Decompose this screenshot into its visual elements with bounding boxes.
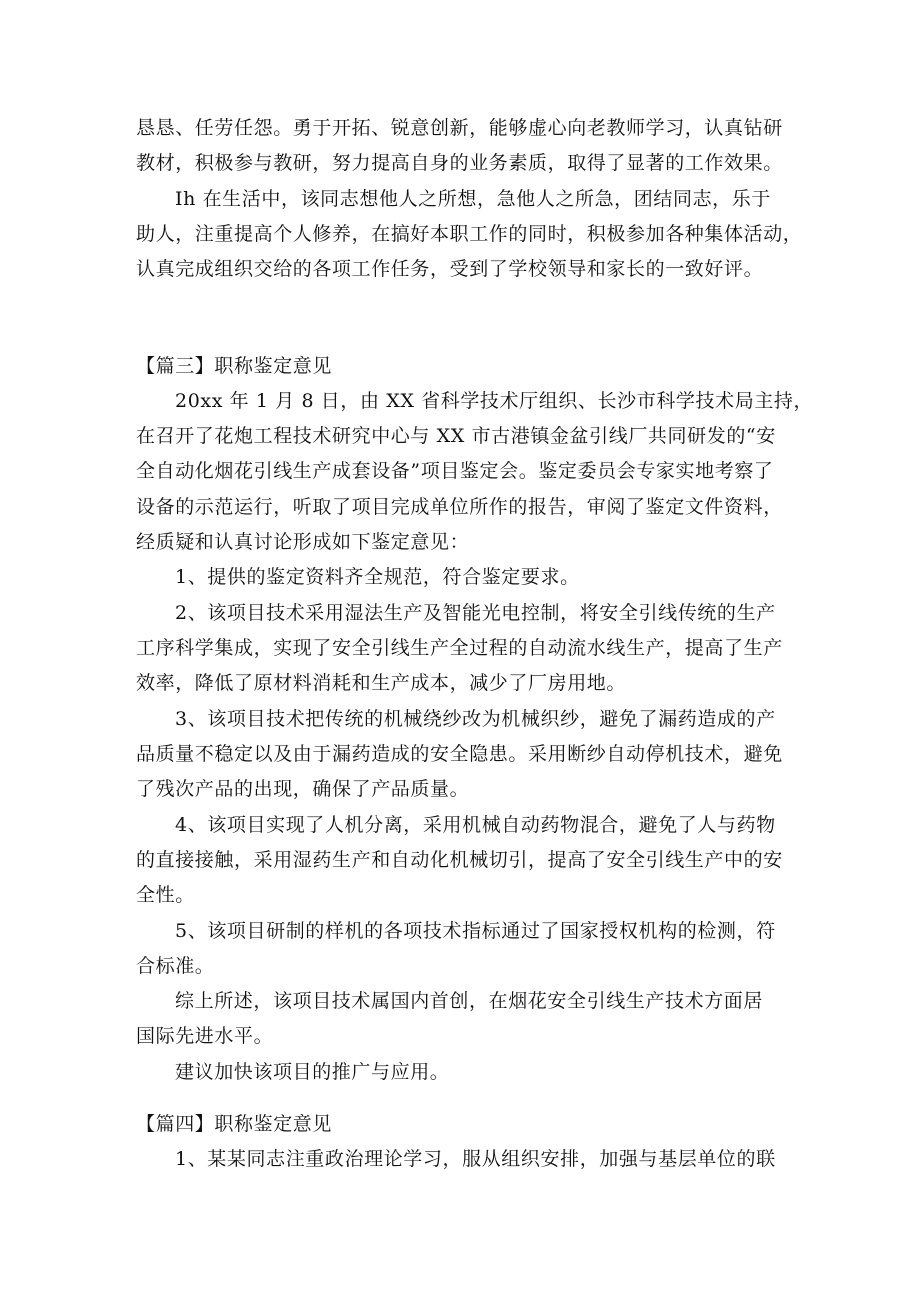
text-line: 在召开了花炮工程技术研究中心与 XX 市古港镇金盆引线厂共同研发的“安 (136, 425, 776, 447)
text-line: 设备的示范运行，听取了项目完成单位所作的报告，审阅了鉴定文件资料， (136, 496, 783, 518)
text-line: 2、该项目技术采用湿法生产及智能光电控制，将安全引线传统的生产 (175, 602, 776, 624)
text-line: 20xx 年 1 月 8 日，由 XX 省科学技术厅组织、长沙市科学技术局主持， (175, 390, 814, 412)
text-line: 了残次产品的出现，确保了产品质量。 (136, 778, 470, 800)
text-line: 品质量不稳定以及由于漏药造成的安全隐患。采用断纱自动停机技术，避免 (136, 743, 783, 765)
section-heading: 【篇四】职称鉴定意见 (136, 1113, 333, 1135)
text-line: 5、该项目研制的样机的各项技术指标通过了国家授权机构的检测，符 (175, 920, 776, 942)
text-line: 全性。 (136, 884, 195, 906)
section-heading: 【篇三】职称鉴定意见 (136, 355, 333, 377)
text-line: 认真完成组织交给的各项工作任务，受到了学校领导和家长的一致好评。 (136, 258, 764, 280)
text-line: 教材，积极参与教研，努力提高自身的业务素质，取得了显著的工作效果。 (136, 152, 783, 174)
text-line: 1、某某同志注重政治理论学习，服从组织安排，加强与基层单位的联 (175, 1148, 776, 1170)
text-line: 的直接接触，采用湿药生产和自动化机械切引，提高了安全引线生产中的安 (136, 849, 783, 871)
text-line: 助人，注重提高个人修养，在搞好本职工作的同时，积极参加各种集体活动， (136, 223, 803, 245)
text-line: Ih 在生活中，该同志想他人之所想，急他人之所急，团结同志，乐于 (175, 188, 771, 210)
text-line: 全自动化烟花引线生产成套设备”项目鉴定会。鉴定委员会专家实地考察了 (136, 460, 774, 482)
text-line: 1、提供的鉴定资料齐全规范，符合鉴定要求。 (175, 566, 580, 588)
text-line: 综上所述，该项目技术属国内首创，在烟花安全引线生产技术方面居 (175, 990, 764, 1012)
text-line: 工序科学集成，实现了安全引线生产全过程的自动流水线生产，提高了生产 (136, 637, 783, 659)
text-line: 3、该项目技术把传统的机械绕纱改为机械织纱，避免了漏药造成的产 (175, 708, 776, 730)
text-line: 效率，降低了原材料消耗和生产成本，减少了厂房用地。 (136, 672, 627, 694)
text-line: 恳恳、任劳任怨。勇于开拓、锐意创新，能够虚心向老教师学习，认真钻研 (136, 117, 783, 139)
text-line: 合标准。 (136, 955, 215, 977)
text-line: 国际先进水平。 (136, 1025, 274, 1047)
text-line: 建议加快该项目的推广与应用。 (175, 1061, 450, 1083)
text-line: 经质疑和认真讨论形成如下鉴定意见： (136, 531, 470, 553)
text-line: 4、该项目实现了人机分离，采用机械自动药物混合，避免了人与药物 (175, 814, 776, 836)
